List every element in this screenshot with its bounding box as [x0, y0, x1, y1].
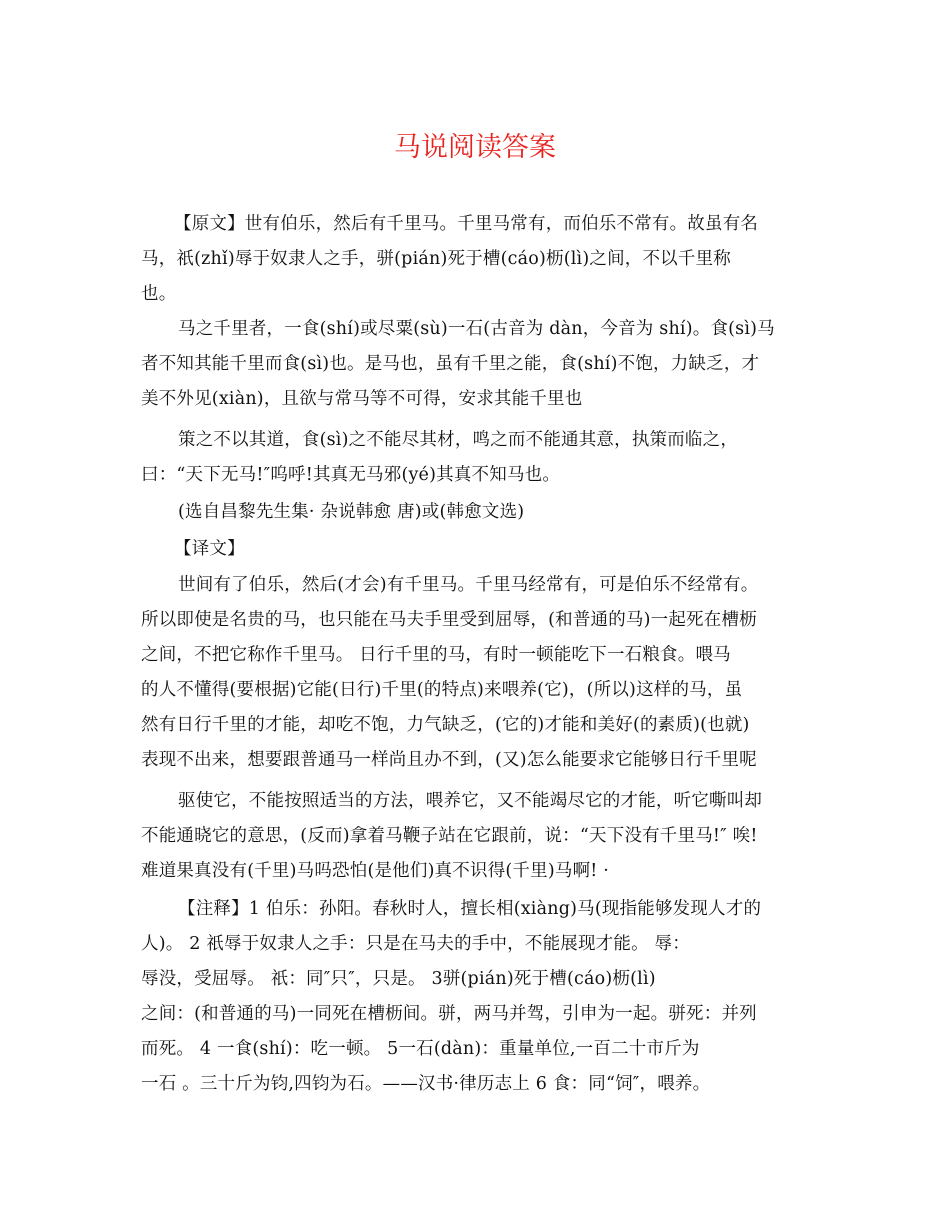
text-line: 者不知其能千里而食(sì)也。是马也，虽有千里之能，食(shí)不饱，力缺乏，才 — [141, 354, 760, 374]
text-line: 曰：“天下无马!″呜呼!其真无马邪(yé)其真不知马也。 — [141, 465, 561, 485]
text-line: 世间有了伯乐，然后(才会)有千里马。千里马经常有，可是伯乐不经常有。 — [178, 575, 759, 595]
text-line: 表现不出来，想要跟普通马一样尚且办不到，(又)怎么能要求它能够日行千里呢 — [141, 750, 757, 770]
text-line: 马之千里者，一食(shí)或尽粟(sù)一石(古音为 dàn，今音为 shí)。食(sì)马 — [178, 319, 775, 339]
text-line: 难道果真没有(千里)马吗恐怕(是他们)真不识得(千里)马啊! · — [141, 861, 610, 881]
text-line: 美不外见(xiàn)，且欲与常马等不可得，安求其能千里也 — [141, 389, 583, 409]
text-line: 之间：(和普通的马)一同死在槽枥间。骈，两马并驾，引申为一起。骈死：并列 — [141, 1004, 757, 1024]
text-line: 辱没，受屈辱。 祇：同″只″，只是。 3骈(pián)死于槽(cáo)枥(lì) — [141, 969, 656, 989]
text-line: 不能通晓它的意思，(反而)拿着马鞭子站在它跟前，说：“天下没有千里马!″ 唉! — [141, 826, 758, 846]
text-line: 然有日行千里的才能，却吃不饱，力气缺乏，(它的)才能和美好(的素质)(也就) — [141, 715, 750, 735]
text-line: 策之不以其道，食(sì)之不能尽其材，鸣之而不能通其意，执策而临之， — [178, 430, 739, 450]
text-line: 而死。 4 一食(shí)：吃一顿。 5一石(dàn)：重量单位,一百二十市斤为 — [141, 1039, 700, 1059]
text-line: 也。 — [141, 284, 177, 304]
text-line: 马，祇(zhǐ)辱于奴隶人之手，骈(pián)死于槽(cáo)枥(lì)之间，不以千里称 — [141, 249, 731, 269]
text-line: 之间，不把它称作千里马。 日行千里的马，有时一顿能吃下一石粮食。喂马 — [141, 645, 731, 665]
text-line: 【注释】1 伯乐：孙阳。春秋时人，擅长相(xiàng)马(现指能够发现人才的 — [178, 899, 762, 919]
text-line: 【原文】世有伯乐，然后有千里马。千里马常有，而伯乐不常有。故虽有名 — [174, 214, 759, 234]
text-line: 驱使它，不能按照适当的方法，喂养它，又不能竭尽它的才能，听它嘶叫却 — [178, 791, 763, 811]
page-title: 马说阅读答案 — [394, 132, 556, 163]
text-line: (选自昌黎先生集· 杂说韩愈 唐)或(韩愈文选) — [178, 502, 525, 522]
text-line: 的人不懂得(要根据)它能(日行)千里(的特点)来喂养(它)，(所以)这样的马，虽 — [141, 680, 743, 700]
text-line: 人)。 2 祇辱于奴隶人之手：只是在马夫的手中，不能展现才能。 辱： — [141, 934, 690, 954]
text-line: 一石 。三十斤为钧,四钧为石。——汉书·律历志上 6 食：同“饲″，喂养。 — [141, 1074, 711, 1094]
text-line: 【译文】 — [174, 539, 245, 559]
text-line: 所以即使是名贵的马，也只能在马夫手里受到屈辱，(和普通的马)一起死在槽枥 — [141, 610, 757, 630]
